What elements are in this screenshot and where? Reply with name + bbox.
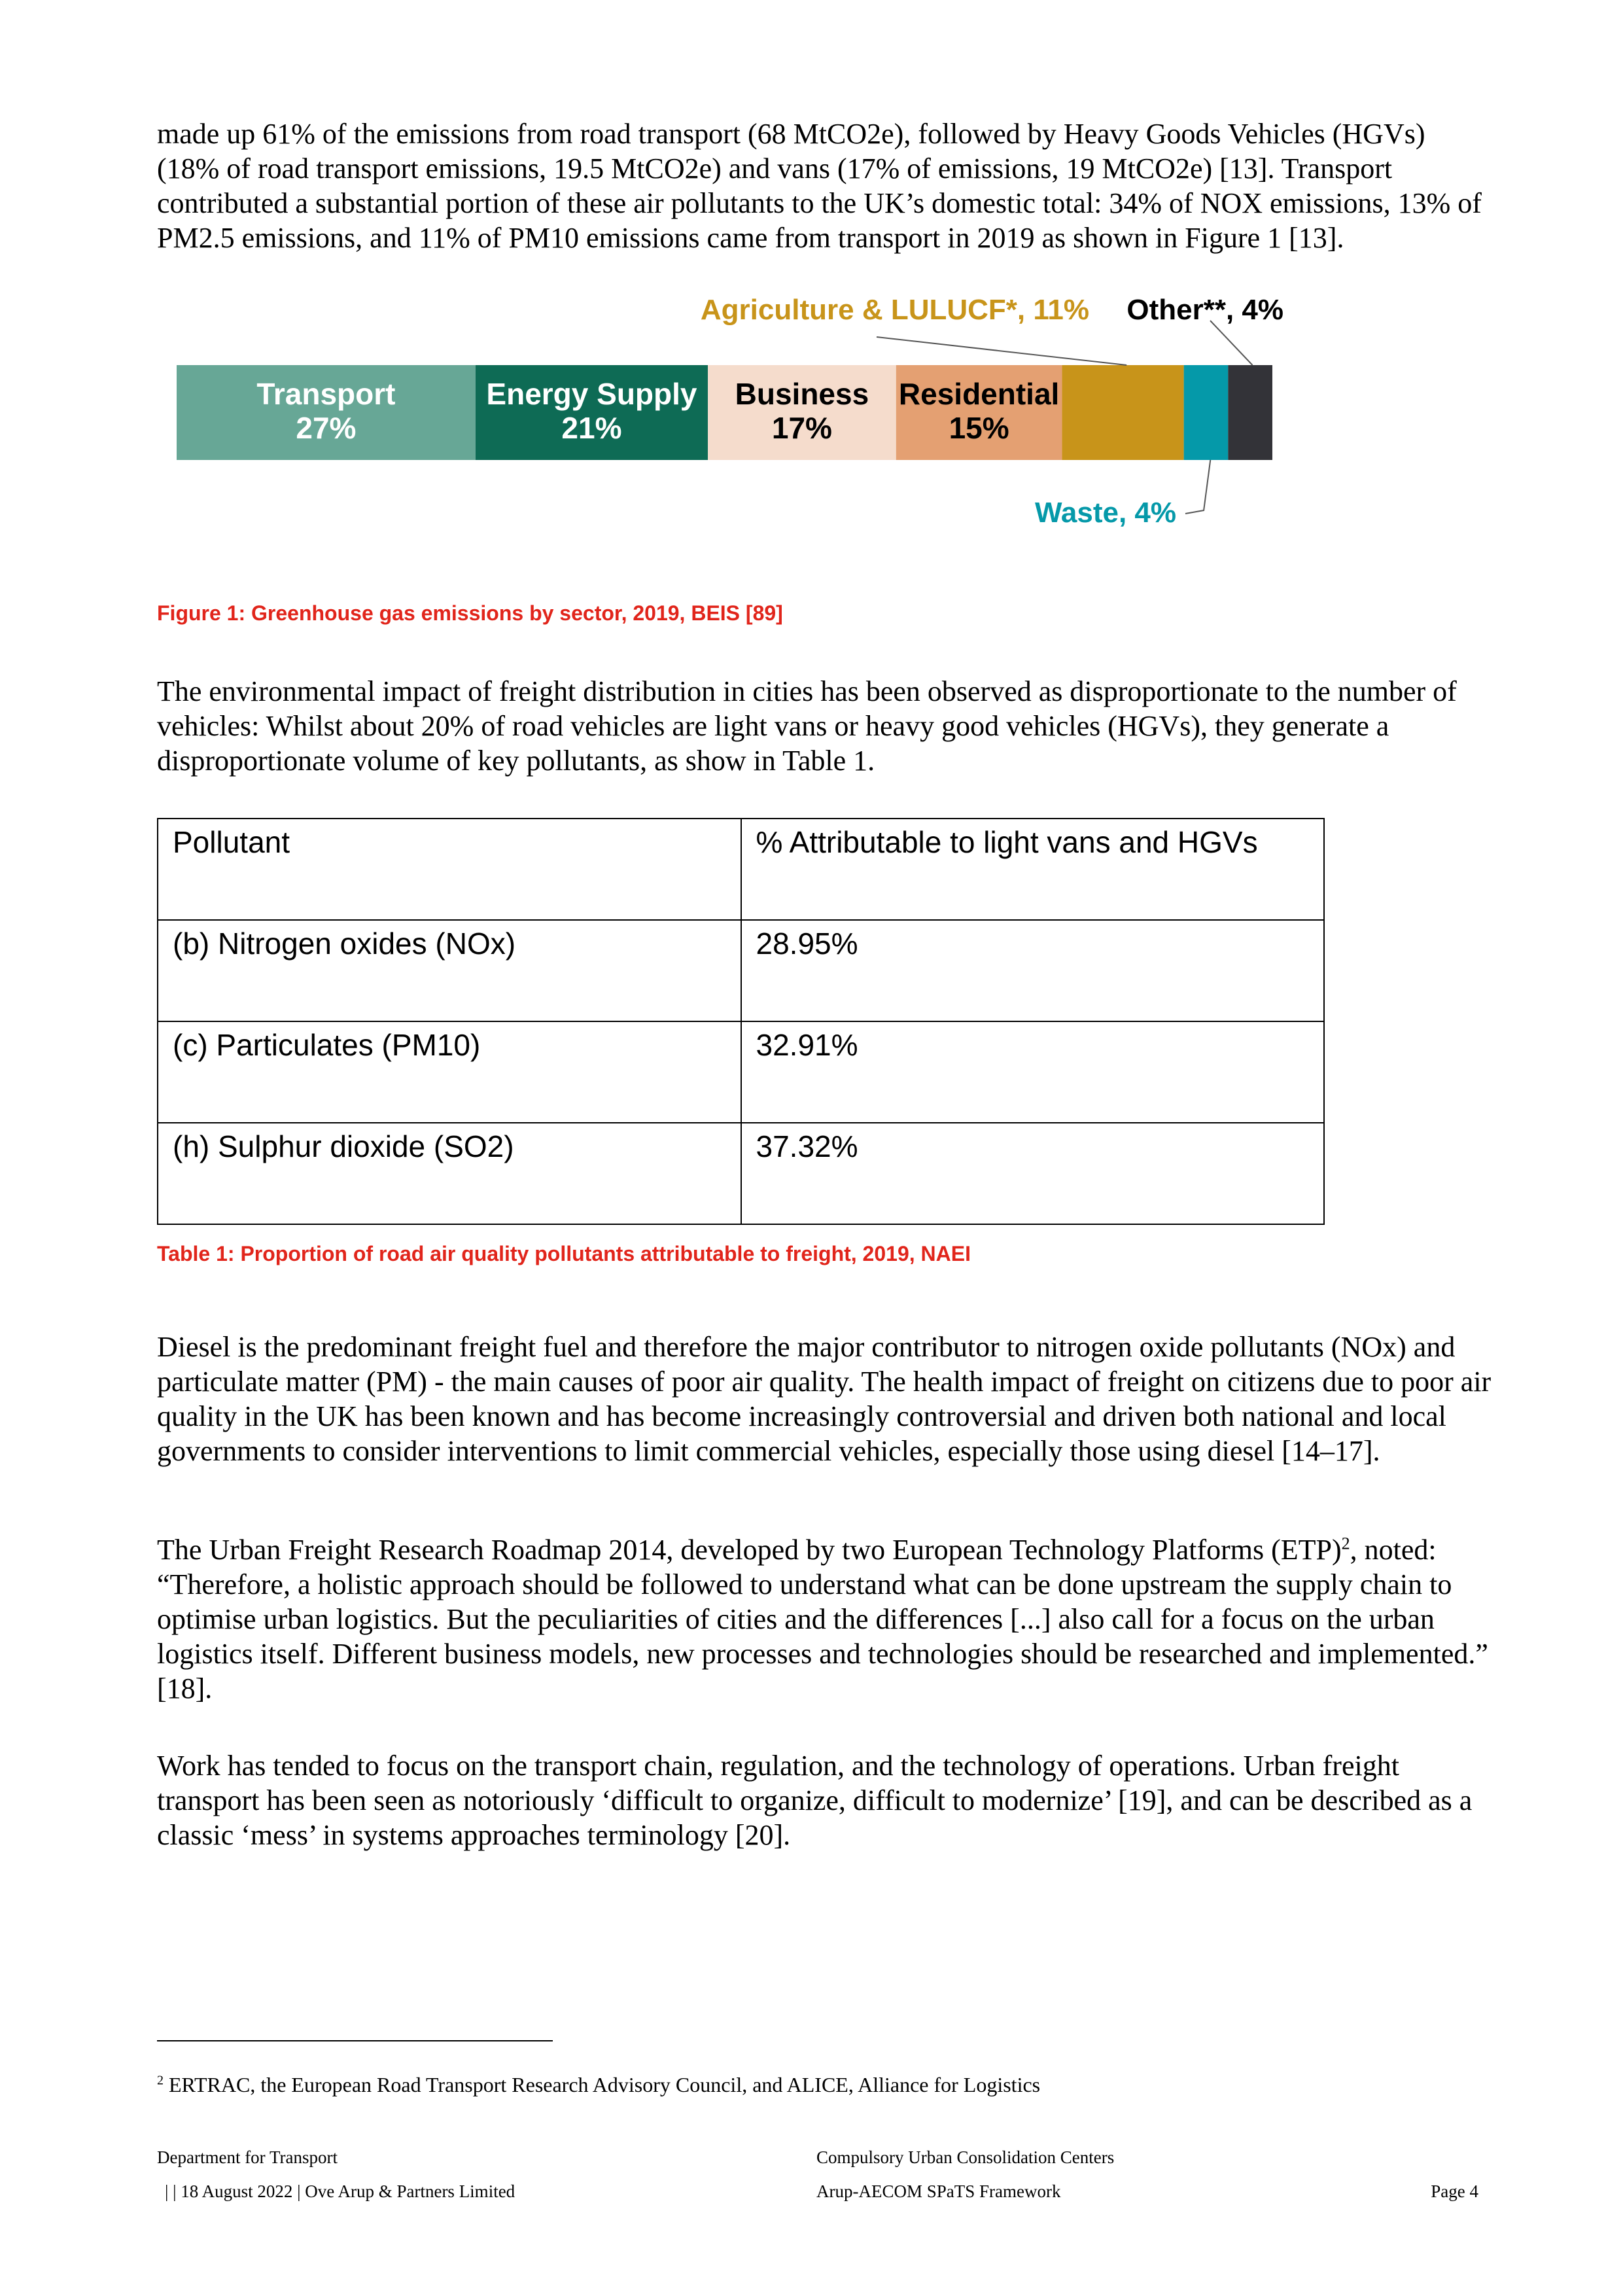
table-row [158,1021,1324,1123]
page-number: Page 4 [1431,2181,1478,2201]
table-cell: 32.91% [741,1021,1325,1123]
bar-value-energy-supply: 21% [561,411,622,445]
bar-segment-agriculture-lulucf [1062,365,1184,460]
table-cell: 37.32% [741,1123,1325,1224]
emissions-by-sector-chart [0,288,1623,563]
bar-label-business: Business [735,377,869,411]
footer-framework: Arup-AECOM SPaTS Framework [816,2181,1061,2201]
table-cell: (h) Sulphur dioxide (SO2) [158,1123,741,1224]
footer-department: Department for Transport [157,2147,338,2167]
bar-label-energy-supply: Energy Supply [486,377,697,411]
table-row [158,1123,1324,1224]
footnote-text: ERTRAC, the European Road Transport Research Advisory Council, and ALICE, Alliance for Logistics [164,2073,1041,2096]
table-header-cell: Pollutant [158,819,741,920]
footnote-divider [157,2040,553,2041]
figure-caption: Figure 1: Greenhouse gas emissions by sector, 2019, BEIS [89] [157,601,783,625]
pollutant-table [157,818,1325,1225]
transport-chain-paragraph: Work has tended to focus on the transport chain, regulation, and the technology of operations. Urban freight transport has been seen as notoriously ‘difficult to organize, difficult to modernize’ [19], and can be described as a classic ‘mess’ in systems approaches terminology [20]. [157,1750,1473,1851]
diesel-paragraph: Diesel is the predominant freight fuel and therefore the major contributor to nitrogen oxide pollutants (NOx) and particulate matter (PM) - the main causes of poor air quality. The health impact of freight on citizens due to poor air quality in the UK has been known and has become increasingly controversial and driven both national and local governments to consider interventions to limit commercial vehicles, especially those using diesel [14–17]. [157,1331,1492,1467]
footer-date-company: | | 18 August 2022 | Ove Arup & Partners Limited [165,2181,515,2201]
bar-value-business: 17% [771,411,832,445]
table-cell: (b) Nitrogen oxides (NOx) [158,920,741,1021]
waste-callout-label: Waste, 4% [1034,497,1176,529]
table-header-row [158,819,1324,920]
table-row [158,920,1324,1021]
table-cell: (c) Particulates (PM10) [158,1021,741,1123]
bar-label-residential: Residential [898,377,1060,411]
roadmap-text-end: , noted: “Therefore, a holistic approach should be followed to understand what can be done upstream the supply chain to optimise urban logistics. But the peculiarities of cities and the differences [...] also call for a focus on the urban logistics itself. Different business models, new processes and technologies should be researched and implemented.” [18]. [157,1534,1488,1704]
footnote-number: 2 [157,2073,164,2088]
bar-segment-waste [1184,365,1229,460]
footer-project-title: Compulsory Urban Consolidation Centers [816,2147,1115,2167]
agriculture-callout-label: Agriculture & LULUCF*, 11% [700,294,1089,326]
table-header-cell: % Attributable to light vans and HGVs [741,819,1325,920]
intro-paragraph: made up 61% of the emissions from road transport (68 MtCO2e), followed by Heavy Goods Vehicles (HGVs) (18% of road transport emissions, 19.5 MtCO2e) and vans (17% of emissions, 19 MtCO2e) [13]. Transport contributed a substantial portion of these air pollutants to the UK’s domestic total: 34% of NOX emissions, 13% of PM2.5 emissions, and 11% of PM10 emissions came from transport in 2019 as shown in Figure 1 [13]. [157,118,1482,254]
other-callout-label: Other**, 4% [1126,294,1283,326]
roadmap-text-start: The Urban Freight Research Roadmap 2014, developed by two European Technology Platforms (ETP) [157,1534,1342,1566]
bar-segment-other [1228,365,1272,460]
waste-leader-line [1185,460,1210,514]
freight-impact-paragraph: The environmental impact of freight distribution in cities has been observed as disproportionate to the number of vehicles: Whilst about 20% of road vehicles are light vans or heavy good vehicles (HGVs), they generate a disproportionate volume of key pollutants, as show in Table 1. [157,675,1457,777]
other-leader-line [1210,321,1253,365]
bar-value-transport: 27% [296,411,357,445]
table-caption: Table 1: Proportion of road air quality pollutants attributable to freight, 2019, NAEI [157,1242,971,1265]
bar-value-residential: 15% [949,411,1009,445]
footnote-reference[interactable]: 2 [1341,1534,1350,1553]
table-cell: 28.95% [741,920,1325,1021]
agriculture-leader-line [877,337,1126,365]
footnote [157,2073,1040,2097]
roadmap-paragraph [157,1532,1492,1706]
bar-label-transport: Transport [256,377,396,411]
